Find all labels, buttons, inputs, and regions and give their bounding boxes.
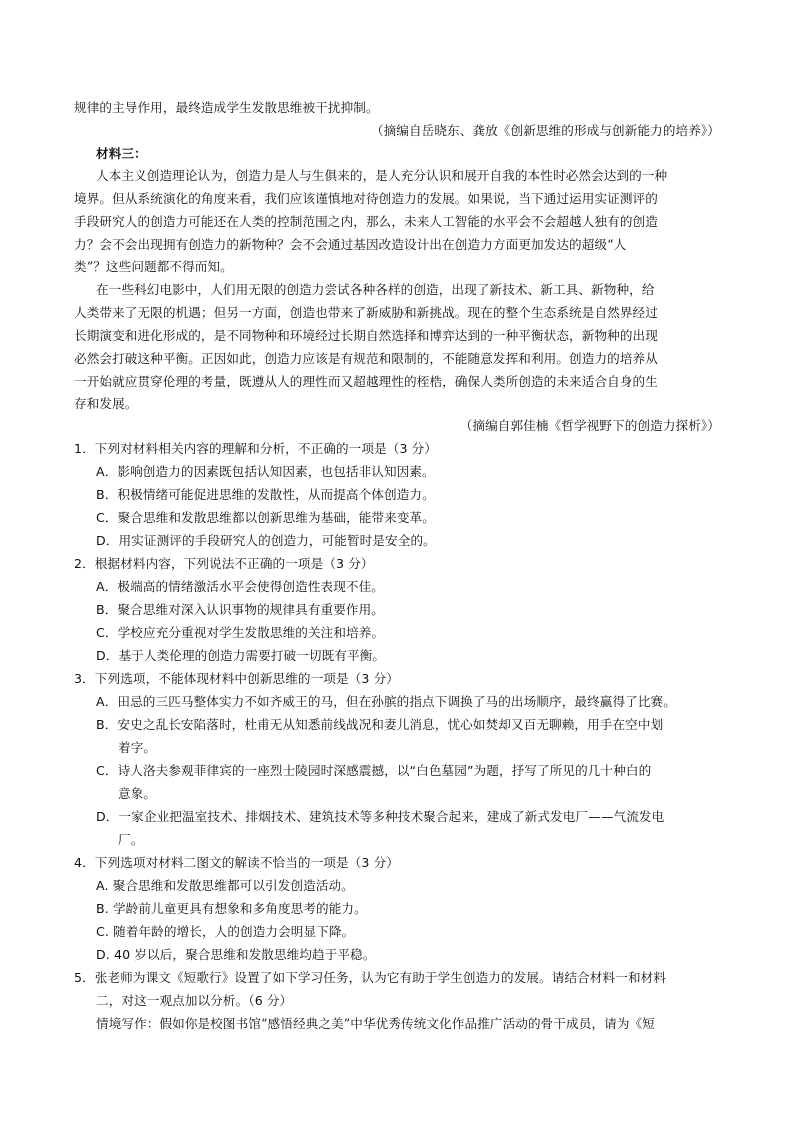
question-4-stem: 4．下列选项对材料二图文的解读不恰当的一项是（3 分） <box>74 855 399 870</box>
material-3-line: 类”？这些问题都不得而知。 <box>74 259 233 274</box>
question-3-stem: 3．下列选项，不能体现材料中创新思维的一项是（3 分） <box>74 671 399 686</box>
question-4-option-a: A. 聚合思维和发散思维都可以引发创造活动。 <box>96 878 354 893</box>
question-4-option-c: C. 随着年龄的增长，人的创造力会明显下降。 <box>96 924 355 939</box>
question-3-option-c: C．诗人洛夫参观菲律宾的一座烈士陵园时深感震撼，以“白色墓园”为题，抒写了所见的几十种白的 <box>96 763 652 778</box>
question-4-option-b: B. 学龄前儿童更具有想象和多角度思考的能力。 <box>96 901 367 916</box>
question-2-option-c: C．学校应充分重视对学生发散思维的关注和培养。 <box>96 625 385 640</box>
question-1-option-b: B．积极情绪可能促进思维的发散性，从而提高个体创造力。 <box>96 487 435 502</box>
material-3-line: 力？会不会出现拥有创造力的新物种？会不会通过基因改造设计出在创造力方面更加发达的超级“人 <box>74 237 627 252</box>
material-3-line: 境界。但从系统演化的角度来看，我们应该谨慎地对待创造力的发展。如果说，当下通过运用实证测评的 <box>74 191 658 206</box>
question-3-option-b: B．安史之乱长安陷落时，杜甫无从知悉前线战况和妻儿消息，忧心如焚却又百无聊赖，用手在空中划 <box>96 717 664 732</box>
material-3-line: 存和发展。 <box>74 396 138 411</box>
material-3-line: 一开始就应贯穿伦理的考量，既遵从人的理性而又超越理性的桎梏，确保人类所创造的未来适合自身的生 <box>74 374 658 389</box>
material-3-heading: 材料三： <box>96 146 147 161</box>
material-3-line: 手段研究人的创造力可能还在人类的控制范围之内，那么，未来人工智能的水平会不会超越人独有的创造 <box>74 214 658 229</box>
source-citation-3: （摘编自郭佳楠《哲学视野下的创造力探析》） <box>459 418 720 433</box>
question-3-option-d-cont: 厂。 <box>118 832 144 847</box>
question-2-stem: 2．根据材料内容，下列说法不正确的一项是（3 分） <box>74 556 374 571</box>
material-3-line: 长期演变和进化形成的，是不同物种和环境经过长期自然选择和博弈达到的一种平衡状态，新物种的出现 <box>74 328 658 343</box>
question-1-option-c: C．聚合思维和发散思维都以创新思维为基础，能带来变革。 <box>96 510 435 525</box>
question-5-stem: 5．张老师为课文《短歌行》设置了如下学习任务，认为它有助于学生创造力的发展。请结合材料一和材料 <box>74 970 667 985</box>
source-citation-2: （摘编自岳晓东、龚放《创新思维的形成与创新能力的培养》） <box>370 123 720 138</box>
question-5-stem-cont: 二，对这一观点加以分析。（6 分） <box>96 993 293 1008</box>
question-1-option-a: A．影响创造力的因素既包括认知因素，也包括非认知因素。 <box>96 464 435 479</box>
material-3-line: 人本主义创造理论认为，创造力是人与生俱来的，是人充分认识和展开自我的本性时必然会达到的一种 <box>96 168 668 183</box>
question-4-option-d: D. 40 岁以后，聚合思维和发散思维均趋于平稳。 <box>96 947 376 962</box>
scenario-writing-line: 情境写作：假如你是校图书馆“感悟经典之美”中华优秀传统文化作品推广活动的骨干成员，请为《短 <box>96 1016 655 1031</box>
question-1-option-d: D．用实证测评的手段研究人的创造力，可能暂时是安全的。 <box>96 533 436 548</box>
question-3-option-c-cont: 意象。 <box>118 786 157 801</box>
question-3-option-d: D．一家企业把温室技术、排烟技术、建筑技术等多种技术聚合起来，建成了新式发电厂——气流发电 <box>96 809 665 824</box>
question-3-option-a: A．田忌的三匹马整体实力不如齐威王的马，但在孙膑的指点下调换了马的出场顺序，最终赢得了比赛。 <box>96 694 676 709</box>
continuation-line: 规律的主导作用，最终造成学生发散思维被干扰抑制。 <box>74 100 379 115</box>
question-2-option-b: B．聚合思维对深入认识事物的规律具有重要作用。 <box>96 602 385 617</box>
question-2-option-d: D．基于人类伦理的创造力需要打破一切既有平衡。 <box>96 648 386 663</box>
material-3-line: 在一些科幻电影中，人们用无限的创造力尝试各种各样的创造，出现了新技术、新工具、新物种，给 <box>96 282 655 297</box>
question-2-option-a: A．极端高的情绪激活水平会使得创造性表现不佳。 <box>96 579 384 594</box>
material-3-line: 必然会打破这种平衡。正因如此，创造力应该是有规范和限制的，不能随意发挥和利用。创造力的培养从 <box>74 351 658 366</box>
material-3-line: 人类带来了无限的机遇；但另一方面，创造也带来了新威胁和新挑战。现在的整个生态系统是自然界经过 <box>74 305 658 320</box>
question-1-stem: 1．下列对材料相关内容的理解和分析，不正确的一项是（3 分） <box>74 441 438 456</box>
question-3-option-b-cont: 着字。 <box>118 740 157 755</box>
